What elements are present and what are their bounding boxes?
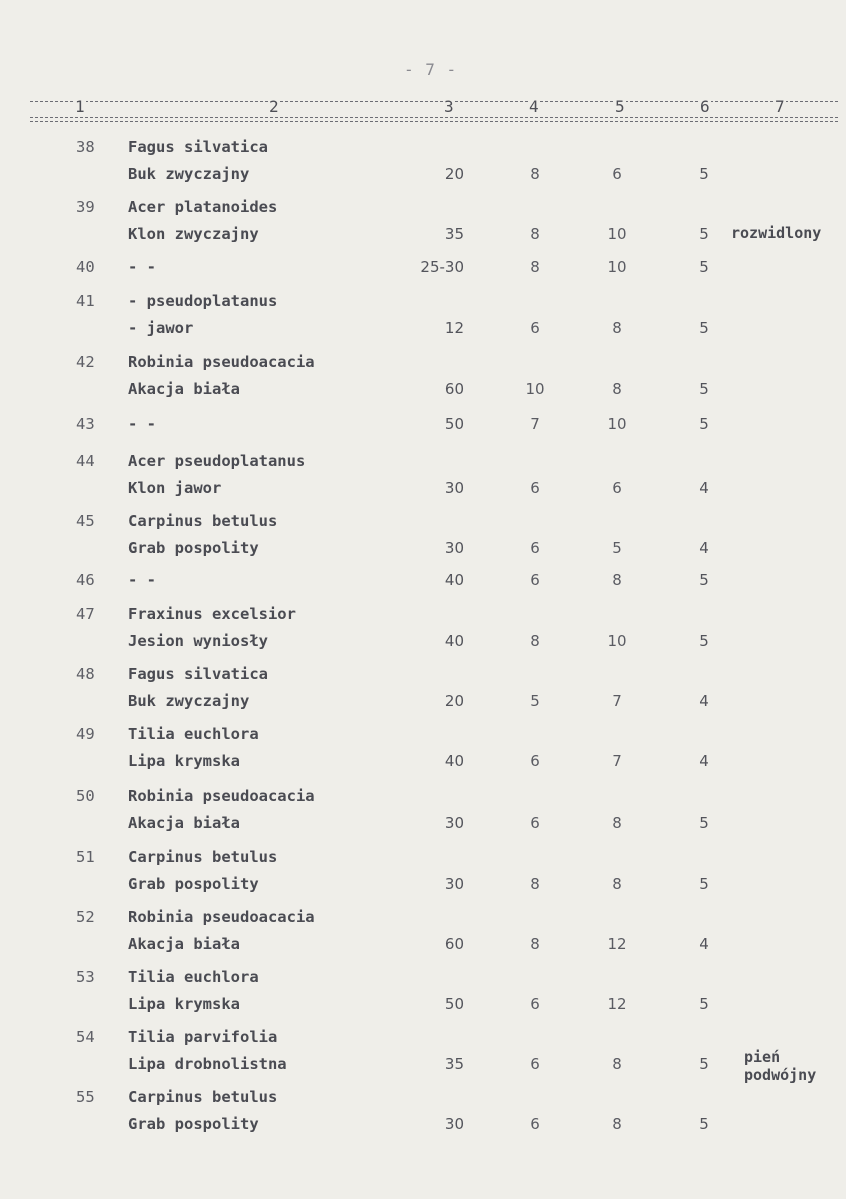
- row-number: 44: [76, 452, 95, 470]
- page-number: - 7 -: [404, 60, 458, 79]
- column-3-value: 50: [444, 995, 464, 1013]
- row-number: 55: [76, 1088, 95, 1106]
- column-header-7: 7: [775, 97, 785, 116]
- species-latin-name: - pseudoplatanus: [128, 292, 278, 310]
- row-number: 51: [76, 848, 95, 866]
- column-3-value: 40: [444, 571, 464, 589]
- column-header-5: 5: [615, 97, 625, 116]
- column-5-value: 10: [607, 258, 627, 276]
- column-4-value: 10: [525, 380, 545, 398]
- column-4-value: 8: [530, 875, 540, 893]
- column-6-value: 5: [699, 571, 709, 589]
- column-4-value: 6: [530, 995, 540, 1013]
- column-4-value: 5: [530, 692, 540, 710]
- row-number: 49: [76, 725, 95, 743]
- remarks: pień podwójny: [744, 1048, 817, 1084]
- species-polish-name: Lipa drobnolistna: [128, 1055, 287, 1073]
- column-6-value: 5: [699, 1115, 709, 1133]
- column-5-value: 8: [612, 814, 622, 832]
- column-4-value: 8: [530, 225, 540, 243]
- column-4-value: 7: [530, 415, 540, 433]
- column-3-value: 35: [444, 225, 464, 243]
- species-latin-name: Acer platanoides: [128, 198, 278, 216]
- row-number: 40: [76, 258, 95, 276]
- column-5-value: 8: [612, 380, 622, 398]
- column-6-value: 5: [699, 995, 709, 1013]
- column-4-value: 6: [530, 752, 540, 770]
- column-5-value: 10: [607, 632, 627, 650]
- column-3-value: 40: [444, 632, 464, 650]
- row-number: 52: [76, 908, 95, 926]
- column-4-value: 6: [530, 1055, 540, 1073]
- species-polish-name: Grab pospolity: [128, 539, 259, 557]
- column-5-value: 6: [612, 165, 622, 183]
- species-latin-name: Tilia parvifolia: [128, 1028, 278, 1046]
- species-polish-name: Akacja biała: [128, 380, 240, 398]
- header-rule-double-2: [30, 121, 838, 122]
- row-number: 43: [76, 415, 95, 433]
- column-3-value: 20: [444, 692, 464, 710]
- column-4-value: 8: [530, 165, 540, 183]
- column-6-value: 5: [699, 258, 709, 276]
- species-polish-name: Klon jawor: [128, 479, 222, 497]
- species-polish-name: Lipa krymska: [128, 995, 240, 1013]
- column-6-value: 5: [699, 1055, 709, 1073]
- column-5-value: 10: [607, 225, 627, 243]
- column-4-value: 8: [530, 258, 540, 276]
- species-polish-name: Akacja biała: [128, 814, 240, 832]
- row-number: 41: [76, 292, 95, 310]
- column-5-value: 8: [612, 571, 622, 589]
- column-6-value: 5: [699, 165, 709, 183]
- column-4-value: 6: [530, 319, 540, 337]
- species-latin-name: - -: [128, 415, 156, 433]
- species-latin-name: Carpinus betulus: [128, 512, 278, 530]
- row-number: 54: [76, 1028, 95, 1046]
- column-3-value: 20: [444, 165, 464, 183]
- column-6-value: 5: [699, 875, 709, 893]
- species-polish-name: Buk zwyczajny: [128, 692, 250, 710]
- species-polish-name: Buk zwyczajny: [128, 165, 250, 183]
- species-polish-name: - jawor: [128, 319, 194, 337]
- row-number: 48: [76, 665, 95, 683]
- column-4-value: 6: [530, 1115, 540, 1133]
- column-6-value: 4: [699, 479, 709, 497]
- row-number: 45: [76, 512, 95, 530]
- species-polish-name: Lipa krymska: [128, 752, 240, 770]
- column-6-value: 5: [699, 415, 709, 433]
- column-3-value: 30: [444, 814, 464, 832]
- species-latin-name: Fagus silvatica: [128, 138, 268, 156]
- species-polish-name: Akacja biała: [128, 935, 240, 953]
- column-5-value: 12: [607, 995, 627, 1013]
- column-6-value: 5: [699, 632, 709, 650]
- column-6-value: 5: [699, 380, 709, 398]
- species-latin-name: Robinia pseudoacacia: [128, 787, 315, 805]
- column-3-value: 60: [444, 935, 464, 953]
- column-3-value: 12: [444, 319, 464, 337]
- column-5-value: 8: [612, 319, 622, 337]
- column-5-value: 8: [612, 875, 622, 893]
- remarks: rozwidlony: [731, 224, 822, 242]
- row-number: 53: [76, 968, 95, 986]
- column-3-value: 35: [444, 1055, 464, 1073]
- column-3-value: 30: [444, 539, 464, 557]
- species-polish-name: Grab pospolity: [128, 1115, 259, 1133]
- species-latin-name: Carpinus betulus: [128, 1088, 278, 1106]
- header-rule-double-1: [30, 117, 838, 118]
- column-3-value: 30: [444, 479, 464, 497]
- column-3-value: 30: [444, 1115, 464, 1133]
- row-number: 42: [76, 353, 95, 371]
- column-header-6: 6: [700, 97, 710, 116]
- column-3-value: 50: [444, 415, 464, 433]
- species-latin-name: - -: [128, 571, 156, 589]
- column-5-value: 10: [607, 415, 627, 433]
- column-4-value: 6: [530, 479, 540, 497]
- column-6-value: 4: [699, 935, 709, 953]
- column-5-value: 7: [612, 692, 622, 710]
- species-latin-name: Fraxinus excelsior: [128, 605, 296, 623]
- species-latin-name: Tilia euchlora: [128, 968, 259, 986]
- column-header-2: 2: [269, 97, 279, 116]
- row-number: 50: [76, 787, 95, 805]
- column-3-value: 40: [444, 752, 464, 770]
- species-latin-name: Robinia pseudoacacia: [128, 353, 315, 371]
- header-rule-top: [30, 101, 838, 102]
- column-6-value: 4: [699, 539, 709, 557]
- column-header-3: 3: [444, 97, 454, 116]
- species-polish-name: Grab pospolity: [128, 875, 259, 893]
- species-latin-name: Tilia euchlora: [128, 725, 259, 743]
- column-5-value: 12: [607, 935, 627, 953]
- column-4-value: 6: [530, 814, 540, 832]
- row-number: 46: [76, 571, 95, 589]
- column-5-value: 8: [612, 1055, 622, 1073]
- row-number: 38: [76, 138, 95, 156]
- column-5-value: 6: [612, 479, 622, 497]
- row-number: 47: [76, 605, 95, 623]
- column-6-value: 4: [699, 692, 709, 710]
- column-5-value: 7: [612, 752, 622, 770]
- species-polish-name: Klon zwyczajny: [128, 225, 259, 243]
- species-latin-name: Fagus silvatica: [128, 665, 268, 683]
- column-6-value: 4: [699, 752, 709, 770]
- column-6-value: 5: [699, 225, 709, 243]
- column-6-value: 5: [699, 319, 709, 337]
- column-5-value: 5: [612, 539, 622, 557]
- species-latin-name: - -: [128, 258, 156, 276]
- row-number: 39: [76, 198, 95, 216]
- column-3-value: 25-30: [420, 258, 464, 276]
- species-latin-name: Robinia pseudoacacia: [128, 908, 315, 926]
- species-polish-name: Jesion wyniosły: [128, 632, 268, 650]
- column-4-value: 8: [530, 632, 540, 650]
- column-3-value: 60: [444, 380, 464, 398]
- column-header-1: 1: [75, 97, 85, 116]
- column-header-4: 4: [529, 97, 539, 116]
- species-latin-name: Acer pseudoplatanus: [128, 452, 306, 470]
- column-4-value: 8: [530, 935, 540, 953]
- column-4-value: 6: [530, 539, 540, 557]
- species-latin-name: Carpinus betulus: [128, 848, 278, 866]
- column-4-value: 6: [530, 571, 540, 589]
- column-6-value: 5: [699, 814, 709, 832]
- column-3-value: 30: [444, 875, 464, 893]
- column-5-value: 8: [612, 1115, 622, 1133]
